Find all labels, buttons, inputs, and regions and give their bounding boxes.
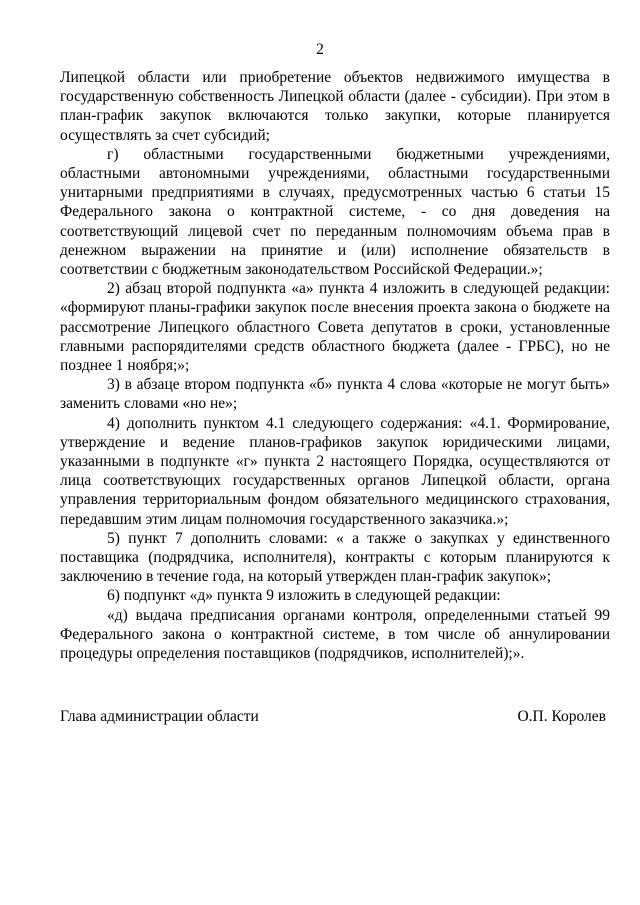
paragraph-item-5: 5) пункт 7 дополнить словами: « а также о закупках у единственного поставщика (подрядчика, исполнителя), контракты с которым планируются к заключению в течение года, на который утвержден план-график закупок»; [60, 529, 610, 586]
signature-name: О.П. Королев [517, 708, 606, 725]
document-body [60, 68, 610, 663]
paragraph-item-6: 6) подпункт «д» пункта 9 изложить в следующей редакции: [107, 587, 501, 605]
paragraph-continuation: Липецкой области или приобретение объектов недвижимого имущества в государственную собственность Липецкой области (далее - субсидии). При этом в план-график закупок включаются только закупки, которые планируется осуществлять за счет субсидий; [60, 69, 610, 144]
paragraph-subpoint-g: г) областными государственными бюджетными учреждениями, областными автономными учреждениями, областными государственными унитарными предприятиями в случаях, предусмотренных частью 6 статьи 15 Федерального закона о контрактной системе, - со дня доведения на соответствующий лицевой счет по переданным полномочиям объема прав в денежном выражении на принятие и (или) исполнение обязательств в соответствии с бюджетным законодательством Российской Федерации.»; [60, 145, 610, 279]
page-number: 2 [316, 41, 324, 58]
paragraph-item-6-text: «д) выдача предписания органами контроля, определенными статьей 99 Федерального закона о контрактной системе, в том числе об аннулировании процедуры определения поставщиков (подрядчиков, исполнителей);». [60, 606, 610, 663]
signature-title: Глава администрации области [60, 708, 259, 725]
paragraph-item-4: 4) дополнить пунктом 4.1 следующего содержания: «4.1. Формирование, утверждение и ведение планов-графиков закупок юридическими лицами, указанными в подпункте «г» пункта 2 настоящего Порядка, осуществляются от лица соответствующих государственных органов Липецкой области, органа управления территориальным фондом обязательного медицинского страхования, передавшим этим лицам полномочия государственного заказчика.»; [60, 414, 610, 528]
paragraph-item-2: 2) абзац второй подпункта «а» пункта 4 изложить в следующей редакции: «формируют планы-графики закупок после внесения проекта закона о бюджете на рассмотрение Липецкого областного Совета депутатов в сроки, установленные главными распорядителями средств областного бюджета (далее - ГРБС), но не позднее 1 ноября;»; [60, 280, 610, 375]
paragraph-item-3: 3) в абзаце втором подпункта «б» пункта 4 слова «которые не могут быть» заменить словами «но не»; [60, 376, 610, 413]
